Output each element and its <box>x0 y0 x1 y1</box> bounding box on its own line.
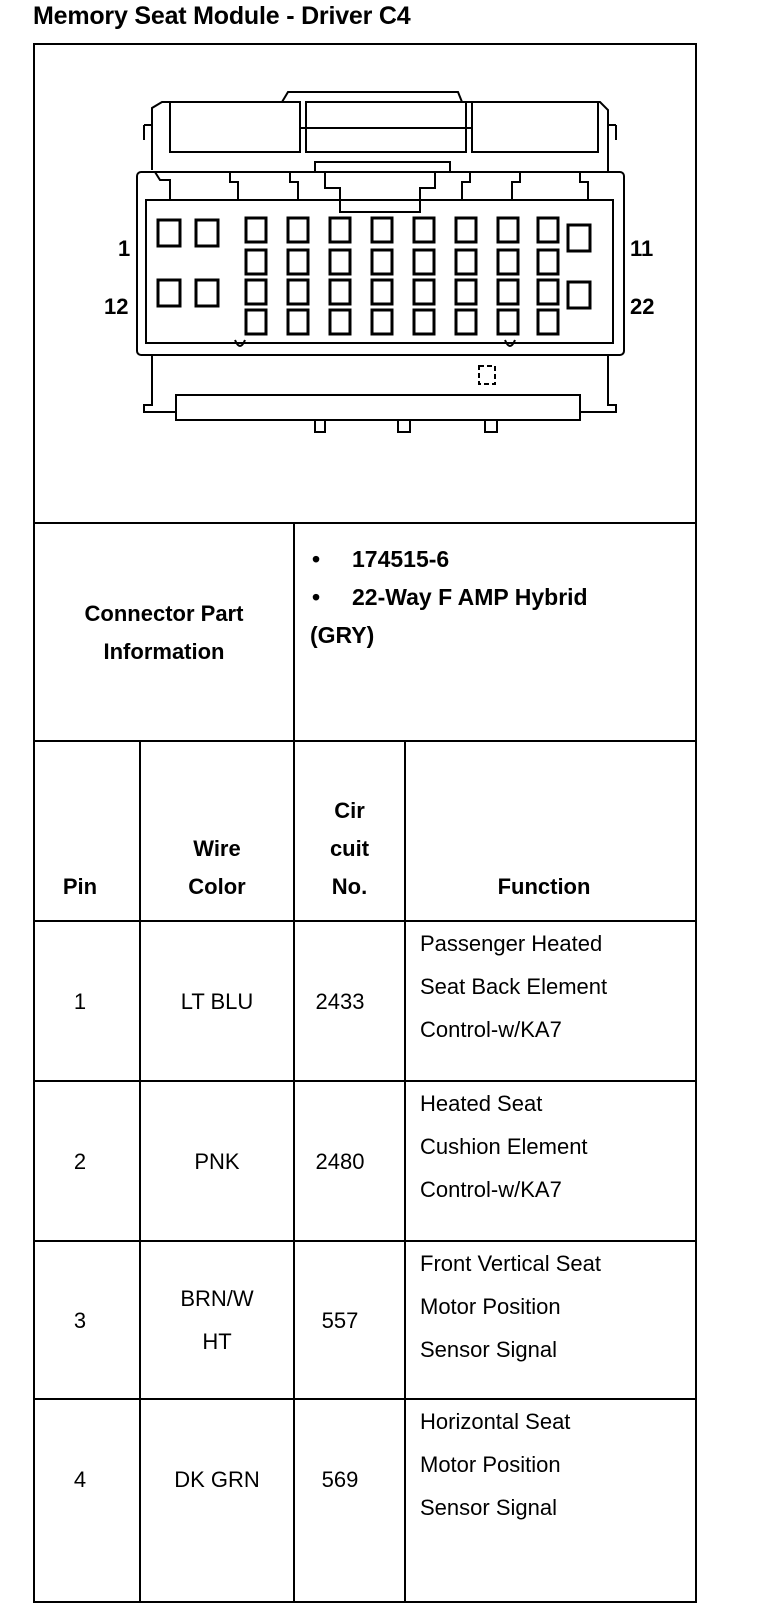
pin-label-22: 22 <box>630 294 655 319</box>
function-cell: Passenger Heated Seat Back Element Control-w/KA7 <box>420 931 608 1042</box>
part-info-label <box>35 595 293 671</box>
wire-color-cell: BRN/W HT <box>180 1286 254 1354</box>
function-cell: Front Vertical Seat Motor Position Sensor Signal <box>420 1251 601 1362</box>
pin-label-12: 12 <box>104 294 129 319</box>
pin-cell: 1 <box>73 988 87 1014</box>
pin-cell: 3 <box>73 1307 87 1333</box>
part-info-label-line1: Connector Part <box>84 601 244 626</box>
list-item: • 22-Way F AMP Hybrid <box>310 578 690 616</box>
circuit-cell: 569 <box>321 1466 359 1492</box>
header-wire-color: Wire Color <box>188 836 246 899</box>
part-info-label-line2: Information <box>103 639 225 664</box>
header-pin: Pin <box>62 874 98 899</box>
header-circuit-no: Cir cuit No. <box>329 798 370 899</box>
function-cell: Heated Seat Cushion Element Control-w/KA7 <box>420 1091 588 1202</box>
circuit-cell: 557 <box>321 1307 359 1333</box>
page-title: Memory Seat Module - Driver C4 <box>33 2 411 30</box>
function-cell: Horizontal Seat Motor Position Sensor Signal <box>420 1409 571 1520</box>
part-info-list <box>310 540 690 654</box>
connector-type: 22-Way F AMP Hybrid <box>352 584 588 610</box>
pin-label-11: 11 <box>630 236 654 261</box>
header-function: Function <box>497 874 591 899</box>
circuit-cell: 2480 <box>315 1148 365 1174</box>
wire-color-cell: LT BLU <box>180 988 254 1014</box>
pin-label-1: 1 <box>118 236 131 261</box>
list-item: • 174515-6 <box>310 540 690 578</box>
wire-color-cell: DK GRN <box>174 1466 260 1492</box>
divider <box>33 740 697 742</box>
pin-cell: 2 <box>73 1148 87 1174</box>
circuit-cell: 2433 <box>315 988 365 1014</box>
connector-diagram <box>0 0 768 525</box>
connector-type-cont: (GRY) <box>310 622 375 648</box>
part-number: 174515-6 <box>352 546 450 572</box>
pin-cell: 4 <box>73 1466 87 1492</box>
divider <box>33 522 697 524</box>
wire-color-cell: PNK <box>194 1148 240 1174</box>
